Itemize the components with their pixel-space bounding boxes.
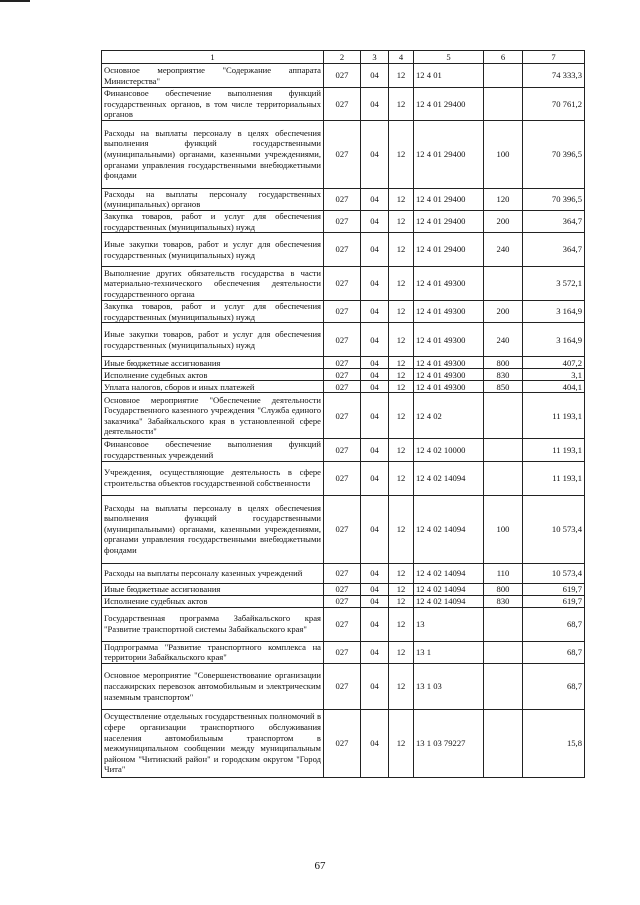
row-amount: 3,1: [523, 369, 585, 381]
row-amount: 10 573,4: [523, 495, 585, 563]
row-code-5: 12 4 01 29400: [414, 120, 484, 188]
row-code-3: 04: [361, 357, 389, 369]
row-name: Иные бюджетные ассигнования: [102, 583, 324, 595]
row-amount: 74 333,3: [523, 64, 585, 88]
row-code-6: [484, 64, 523, 88]
row-code-6: 830: [484, 369, 523, 381]
table-row: [102, 357, 585, 369]
row-amount: 407,2: [523, 357, 585, 369]
header-cell-3: 3: [361, 51, 389, 64]
row-code-4: 12: [389, 323, 414, 357]
row-code-3: 04: [361, 323, 389, 357]
row-name: Иные бюджетные ассигнования: [102, 357, 324, 369]
row-code-4: 12: [389, 709, 414, 777]
row-amount: 3 572,1: [523, 267, 585, 301]
row-code-3: 04: [361, 583, 389, 595]
row-code-3: 04: [361, 88, 389, 121]
row-code-6: 800: [484, 583, 523, 595]
row-code-3: 04: [361, 607, 389, 641]
row-code-4: 12: [389, 595, 414, 607]
row-code-3: 04: [361, 495, 389, 563]
row-amount: 619,7: [523, 583, 585, 595]
row-code-6: 100: [484, 120, 523, 188]
row-amount: 15,8: [523, 709, 585, 777]
row-code-2: 027: [324, 210, 361, 232]
row-code-6: 100: [484, 495, 523, 563]
row-code-4: 12: [389, 461, 414, 495]
row-code-2: 027: [324, 461, 361, 495]
row-name: Основное мероприятие "Обеспечение деятельности Государственного казенного учреждения "Служба единого заказчика" Забайкальского края в установленной сфере деятельности": [102, 393, 324, 439]
row-amount: 68,7: [523, 641, 585, 663]
row-code-5: 12 4 02 14094: [414, 495, 484, 563]
row-code-2: 027: [324, 369, 361, 381]
scan-edge-mark: [0, 0, 30, 2]
row-code-6: [484, 393, 523, 439]
row-code-5: 12 4 02 14094: [414, 583, 484, 595]
row-code-3: 04: [361, 64, 389, 88]
row-code-2: 027: [324, 607, 361, 641]
table-row: [102, 583, 585, 595]
row-name: Финансовое обеспечение выполнения функций государственных органов, в том числе территориальных органов: [102, 88, 324, 121]
row-code-6: 200: [484, 210, 523, 232]
table-row: [102, 381, 585, 393]
row-amount: 404,1: [523, 381, 585, 393]
row-name: Государственная программа Забайкальского края "Развитие транспортной системы Забайкальского края": [102, 607, 324, 641]
row-name: Расходы на выплаты персоналу государственных (муниципальных) органов: [102, 188, 324, 210]
row-code-5: 12 4 02 14094: [414, 563, 484, 583]
table-row: [102, 563, 585, 583]
table-row: [102, 64, 585, 88]
table-row: [102, 607, 585, 641]
row-code-2: 027: [324, 267, 361, 301]
table-row: [102, 393, 585, 439]
row-code-2: 027: [324, 439, 361, 461]
table-row: [102, 323, 585, 357]
row-code-5: 12 4 01 29400: [414, 233, 484, 267]
row-code-4: 12: [389, 267, 414, 301]
row-amount: 11 193,1: [523, 461, 585, 495]
row-amount: 70 396,5: [523, 120, 585, 188]
row-code-4: 12: [389, 64, 414, 88]
row-code-2: 027: [324, 663, 361, 709]
row-code-5: 12 4 01 49300: [414, 381, 484, 393]
row-code-2: 027: [324, 120, 361, 188]
row-code-5: 13 1 03 79227: [414, 709, 484, 777]
row-code-2: 027: [324, 641, 361, 663]
row-code-3: 04: [361, 369, 389, 381]
row-code-6: 120: [484, 188, 523, 210]
row-code-6: [484, 88, 523, 121]
row-code-3: 04: [361, 233, 389, 267]
row-code-3: 04: [361, 267, 389, 301]
page-number: 67: [314, 860, 326, 872]
table-row: [102, 495, 585, 563]
row-code-2: 027: [324, 301, 361, 323]
row-code-4: 12: [389, 641, 414, 663]
row-code-6: 110: [484, 563, 523, 583]
row-code-2: 027: [324, 323, 361, 357]
row-code-5: 12 4 01 29400: [414, 210, 484, 232]
row-code-5: 12 4 01: [414, 64, 484, 88]
row-name: Расходы на выплаты персоналу в целях обеспечения выполнения функций государственными (муниципальными) органами, казенными учреждениями, органами управления государственными внебюджетными фондами: [102, 120, 324, 188]
row-code-2: 027: [324, 88, 361, 121]
row-code-6: 850: [484, 381, 523, 393]
row-name: Уплата налогов, сборов и иных платежей: [102, 381, 324, 393]
row-name: Закупка товаров, работ и услуг для обеспечения государственных (муниципальных) нужд: [102, 210, 324, 232]
table-row: [102, 188, 585, 210]
row-amount: 70 761,2: [523, 88, 585, 121]
row-code-2: 027: [324, 495, 361, 563]
row-code-3: 04: [361, 461, 389, 495]
row-code-4: 12: [389, 583, 414, 595]
row-amount: 364,7: [523, 233, 585, 267]
row-code-6: 830: [484, 595, 523, 607]
row-code-5: 12 4 02 10000: [414, 439, 484, 461]
row-code-6: [484, 641, 523, 663]
row-code-2: 027: [324, 188, 361, 210]
header-cell-5: 5: [414, 51, 484, 64]
row-name: Иные закупки товаров, работ и услуг для обеспечения государственных (муниципальных) нужд: [102, 323, 324, 357]
row-code-5: 13 1 03: [414, 663, 484, 709]
row-code-5: 12 4 02: [414, 393, 484, 439]
row-code-2: 027: [324, 563, 361, 583]
row-code-6: 200: [484, 301, 523, 323]
table-row: [102, 641, 585, 663]
row-code-5: 12 4 02 14094: [414, 461, 484, 495]
row-name: Осуществление отдельных государственных полномочий в сфере организации транспортного обслуживания населения автомобильным транспортом в межмуниципальном сообщении между муниципальным районом "Читинский район" и городским округом "Город Чита": [102, 709, 324, 777]
row-name: Исполнение судебных актов: [102, 595, 324, 607]
table-header-row: [102, 51, 585, 64]
row-code-5: 12 4 01 29400: [414, 88, 484, 121]
row-amount: 11 193,1: [523, 439, 585, 461]
row-name: Расходы на выплаты персоналу казенных учреждений: [102, 563, 324, 583]
row-code-4: 12: [389, 210, 414, 232]
row-name: Основное мероприятие "Совершенствование организации пассажирских перевозок автомобильным и электрическим наземным транспортом": [102, 663, 324, 709]
row-code-2: 027: [324, 709, 361, 777]
row-code-3: 04: [361, 563, 389, 583]
row-code-3: 04: [361, 120, 389, 188]
row-code-6: [484, 439, 523, 461]
table-row: [102, 267, 585, 301]
row-code-2: 027: [324, 233, 361, 267]
row-code-3: 04: [361, 641, 389, 663]
row-amount: 364,7: [523, 210, 585, 232]
row-amount: 68,7: [523, 607, 585, 641]
header-cell-1: 1: [102, 51, 324, 64]
table-row: [102, 663, 585, 709]
row-code-6: [484, 461, 523, 495]
row-code-4: 12: [389, 563, 414, 583]
row-code-3: 04: [361, 663, 389, 709]
row-name: Учреждения, осуществляющие деятельность в сфере строительства объектов государственной собственности: [102, 461, 324, 495]
table-row: [102, 439, 585, 461]
row-code-4: 12: [389, 369, 414, 381]
row-code-4: 12: [389, 381, 414, 393]
row-code-3: 04: [361, 301, 389, 323]
row-code-6: [484, 607, 523, 641]
row-code-5: 12 4 01 49300: [414, 369, 484, 381]
table-row: [102, 461, 585, 495]
row-code-4: 12: [389, 301, 414, 323]
row-name: Иные закупки товаров, работ и услуг для обеспечения государственных (муниципальных) нужд: [102, 233, 324, 267]
row-name: Выполнение других обязательств государства в части материально-технического обеспечения деятельности государственного органа: [102, 267, 324, 301]
row-code-2: 027: [324, 583, 361, 595]
row-amount: 68,7: [523, 663, 585, 709]
row-code-4: 12: [389, 120, 414, 188]
row-code-5: 12 4 01 49300: [414, 323, 484, 357]
row-code-2: 027: [324, 357, 361, 369]
budget-table: [101, 50, 585, 778]
row-code-3: 04: [361, 439, 389, 461]
row-code-4: 12: [389, 607, 414, 641]
header-cell-7: 7: [523, 51, 585, 64]
header-cell-2: 2: [324, 51, 361, 64]
row-code-2: 027: [324, 393, 361, 439]
row-name: Финансовое обеспечение выполнения функций государственных учреждений: [102, 439, 324, 461]
row-amount: 619,7: [523, 595, 585, 607]
row-code-3: 04: [361, 595, 389, 607]
row-code-4: 12: [389, 88, 414, 121]
table-row: [102, 595, 585, 607]
row-code-5: 12 4 02 14094: [414, 595, 484, 607]
row-amount: 10 573,4: [523, 563, 585, 583]
row-code-2: 027: [324, 64, 361, 88]
row-code-5: 13 1: [414, 641, 484, 663]
row-code-6: 240: [484, 323, 523, 357]
row-code-5: 12 4 01 29400: [414, 188, 484, 210]
row-code-4: 12: [389, 393, 414, 439]
row-code-4: 12: [389, 188, 414, 210]
row-name: Подпрограмма "Развитие транспортного комплекса на территории Забайкальского края": [102, 641, 324, 663]
row-code-3: 04: [361, 210, 389, 232]
row-code-5: 13: [414, 607, 484, 641]
row-code-4: 12: [389, 663, 414, 709]
table-row: [102, 120, 585, 188]
row-code-6: 240: [484, 233, 523, 267]
table-row: [102, 301, 585, 323]
row-code-3: 04: [361, 188, 389, 210]
table-row: [102, 369, 585, 381]
row-code-4: 12: [389, 357, 414, 369]
row-code-4: 12: [389, 495, 414, 563]
row-code-4: 12: [389, 439, 414, 461]
header-cell-4: 4: [389, 51, 414, 64]
table-row: [102, 233, 585, 267]
header-cell-6: 6: [484, 51, 523, 64]
row-code-5: 12 4 01 49300: [414, 267, 484, 301]
table-row: [102, 88, 585, 121]
row-code-4: 12: [389, 233, 414, 267]
row-code-2: 027: [324, 381, 361, 393]
row-code-3: 04: [361, 381, 389, 393]
row-amount: 11 193,1: [523, 393, 585, 439]
row-amount: 3 164,9: [523, 323, 585, 357]
row-name: Исполнение судебных актов: [102, 369, 324, 381]
table-row: [102, 709, 585, 777]
row-name: Расходы на выплаты персоналу в целях обеспечения выполнения функций государственными (муниципальными) органами, казенными учреждениями, органами управления государственными внебюджетными фондами: [102, 495, 324, 563]
row-code-6: [484, 267, 523, 301]
row-code-5: 12 4 01 49300: [414, 357, 484, 369]
row-amount: 70 396,5: [523, 188, 585, 210]
row-code-6: [484, 709, 523, 777]
row-code-5: 12 4 01 49300: [414, 301, 484, 323]
table-row: [102, 210, 585, 232]
row-code-3: 04: [361, 709, 389, 777]
row-name: Закупка товаров, работ и услуг для обеспечения государственных (муниципальных) нужд: [102, 301, 324, 323]
row-code-6: 800: [484, 357, 523, 369]
row-code-3: 04: [361, 393, 389, 439]
row-code-2: 027: [324, 595, 361, 607]
row-name: Основное мероприятие "Содержание аппарата Министерства": [102, 64, 324, 88]
row-amount: 3 164,9: [523, 301, 585, 323]
row-code-6: [484, 663, 523, 709]
